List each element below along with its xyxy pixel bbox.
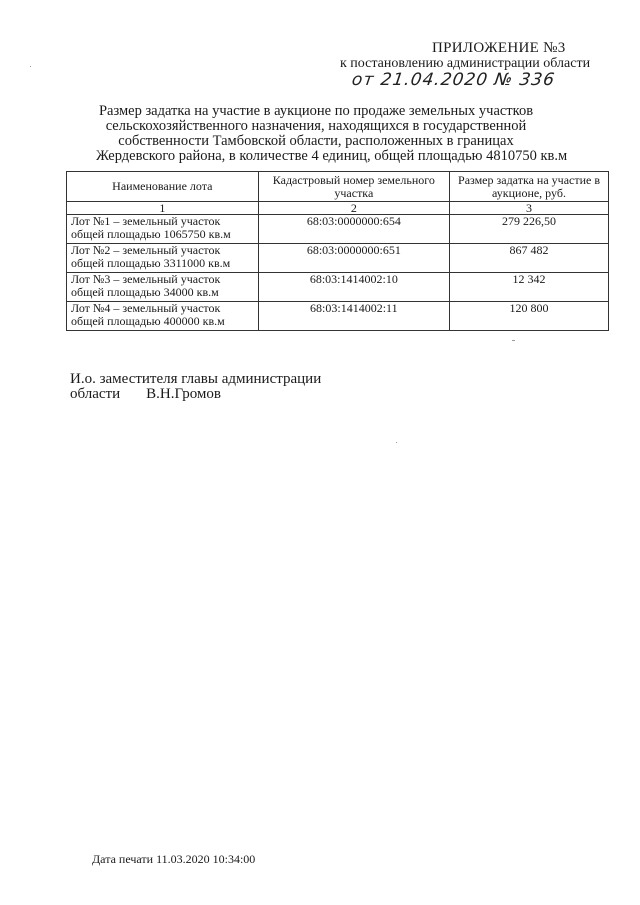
lot-name-cell [67, 215, 259, 244]
signer-name: В.Н.Громов [146, 386, 222, 402]
heading-line: Жердевского района, в количестве 4 единиц, общей площадью 4810750 кв.м [96, 148, 568, 164]
table-header-row [67, 172, 609, 202]
lot-line: общей площадью 1065750 кв.м [71, 227, 231, 241]
lot-name-cell [67, 244, 259, 273]
column-number: 2 [258, 202, 449, 215]
column-number-row [67, 202, 609, 215]
scan-speck [512, 340, 515, 341]
handwritten-decree-date: от 21.04.2020 № 336 [350, 70, 557, 90]
header-deposit-amount: Размер задатка на участие в аукционе, руб. [450, 172, 609, 202]
cadastral-cell: 68:03:0000000:654 [258, 215, 449, 244]
lot-name-cell [67, 302, 259, 331]
lot-line: общей площадью 3311000 кв.м [71, 256, 231, 270]
heading-line: собственности Тамбовской области, расположенных в границах [118, 133, 514, 149]
appendix-decree-ref: к постановлению администрации области [340, 56, 591, 71]
deposit-cell: 867 482 [450, 244, 609, 273]
signer-name-line [70, 387, 321, 402]
document-heading [96, 103, 568, 164]
print-date: Дата печати 11.03.2020 10:34:00 [92, 852, 256, 866]
table-row [67, 273, 609, 302]
signer-position-end: области [70, 386, 121, 402]
signer-position: И.о. заместителя главы администрации [70, 371, 322, 387]
lot-line: Лот №1 – земельный участок [71, 214, 221, 228]
lots-table [66, 171, 609, 331]
appendix-title: ПРИЛОЖЕНИЕ №3 [432, 40, 566, 56]
lot-line: общей площадью 34000 кв.м [71, 285, 219, 299]
scan-speck [396, 442, 397, 443]
table-row [67, 302, 609, 331]
header-lot-name: Наименование лота [67, 172, 259, 202]
table-row [67, 215, 609, 244]
deposit-cell: 12 342 [450, 273, 609, 302]
lot-name-cell [67, 273, 259, 302]
deposit-cell: 120 800 [450, 302, 609, 331]
header-cadastral-number: Кадастровый номер земельного участка [258, 172, 449, 202]
scan-speck [30, 66, 31, 67]
heading-line: Размер задатка на участие в аукционе по продаже земельных участков [98, 103, 534, 119]
cadastral-cell: 68:03:1414002:11 [258, 302, 449, 331]
cadastral-cell: 68:03:1414002:10 [258, 273, 449, 302]
cadastral-cell: 68:03:0000000:651 [258, 244, 449, 273]
column-number: 3 [450, 202, 609, 215]
lot-line: Лот №3 – земельный участок [71, 272, 221, 286]
heading-line: сельскохозяйственного назначения, находящихся в государственной [105, 118, 527, 134]
lot-line: Лот №4 – земельный участок [71, 301, 221, 315]
deposit-cell: 279 226,50 [450, 215, 609, 244]
column-number: 1 [67, 202, 259, 215]
signature-block [70, 372, 321, 402]
lot-line: общей площадью 400000 кв.м [71, 314, 225, 328]
lot-line: Лот №2 – земельный участок [71, 243, 221, 257]
table-row [67, 244, 609, 273]
